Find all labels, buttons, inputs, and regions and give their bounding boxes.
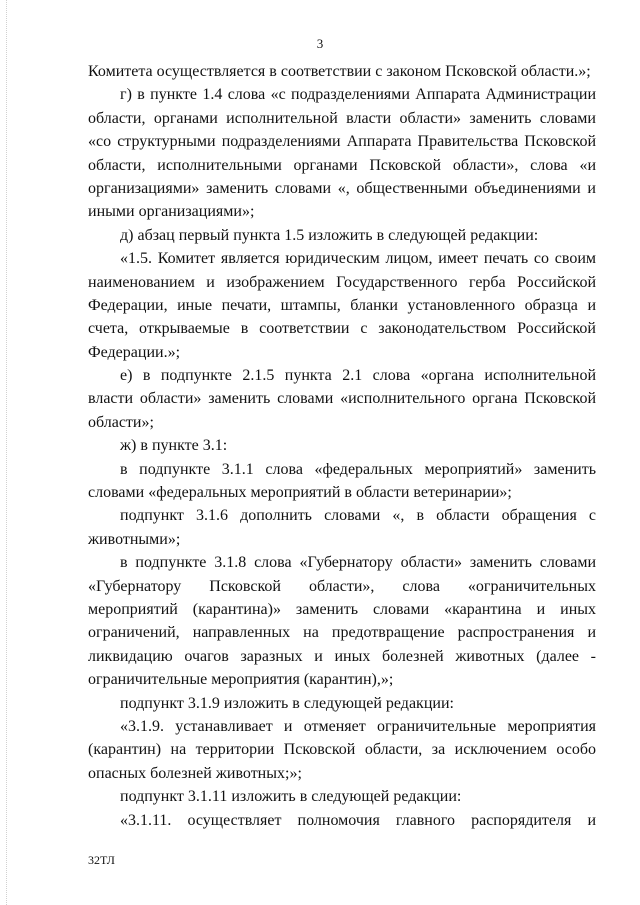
text-line: мероприятий (карантина)» заменить словами «карантина и иных (88, 600, 596, 618)
text-line: «со структурными подразделениями Аппарата Правительства Псковской (88, 133, 596, 151)
paragraph (88, 715, 596, 785)
paragraph (88, 224, 596, 247)
paragraph (88, 364, 596, 434)
paragraph (88, 785, 596, 808)
text-line: д) абзац первый пункта 1.5 изложить в следующей редакции: (120, 226, 539, 244)
text-line: ограничений, направленных на предотвращение распространения и (88, 624, 596, 642)
text-line: Федерации, иные печати, штампы, бланки установленного образца и (88, 296, 596, 314)
paragraph (88, 458, 596, 505)
document-body (88, 60, 596, 832)
text-line: области»; (88, 413, 154, 431)
text-line: «1.5. Комитет является юридическим лицом, имеет печать со своим (120, 250, 596, 268)
page-number: 3 (316, 36, 324, 51)
text-line: «3.1.9. устанавливает и отменяет ограничительные мероприятия (120, 717, 596, 735)
paragraph (88, 504, 596, 551)
text-line: ж) в пункте 3.1: (120, 437, 228, 455)
text-line: Федерации.»; (88, 343, 181, 361)
footer-code: 32ТЛ (88, 853, 115, 867)
text-line: наименованием и изображением Государственного герба Российской (88, 273, 596, 291)
text-line: «Губернатору Псковской области», слова «ограничительных (88, 577, 596, 595)
text-line: в подпункте 3.1.1 слова «федеральных мероприятий» заменить (120, 460, 596, 478)
paragraph (88, 83, 596, 223)
paragraph (88, 247, 596, 364)
text-line: г) в пункте 1.4 слова «с подразделениями Аппарата Администрации (120, 86, 596, 104)
paragraph (88, 434, 596, 457)
text-line: животными»; (88, 530, 181, 548)
text-line: подпункт 3.1.11 изложить в следующей редакции: (120, 788, 462, 806)
text-line: ограничительные мероприятия (карантин),»; (88, 671, 394, 689)
paragraph (88, 60, 596, 83)
text-line: е) в подпункте 2.1.5 пункта 2.1 слова «органа исполнительной (120, 367, 596, 385)
paragraph (88, 551, 596, 691)
text-line: подпункт 3.1.6 дополнить словами «, в области обращения с (120, 507, 596, 525)
text-line: счета, открываемые в соответствии с законодательством Российской (88, 320, 596, 338)
text-line: Комитета осуществляется в соответствии с законом Псковской области.»; (88, 63, 591, 80)
text-line: области, органами исполнительной власти области» заменить словами (88, 109, 596, 127)
text-line: подпункт 3.1.9 изложить в следующей редакции: (120, 694, 454, 712)
text-line: словами «федеральных мероприятий в области ветеринарии»; (88, 484, 512, 502)
text-line: ликвидацию очагов заразных и иных болезней животных (далее - (88, 647, 596, 665)
paragraph (88, 809, 596, 832)
text-line: организациями» заменить словами «, общественными объединениями и (88, 179, 596, 197)
text-line: иными организациями»; (88, 203, 255, 221)
text-line: (карантин) на территории Псковской области, за исключением особо (88, 741, 596, 759)
text-line: области, исполнительными органами Псковской области», слова «и (88, 156, 596, 174)
text-line: власти области» заменить словами «исполнительного органа Псковской (88, 390, 596, 408)
text-line: опасных болезней животных;»; (88, 764, 302, 782)
text-line: «3.1.11. осуществляет полномочия главного распорядителя и (120, 811, 596, 829)
scan-edge-marks (6, 0, 11, 905)
text-line: в подпункте 3.1.8 слова «Губернатору области» заменить словами (120, 554, 596, 572)
paragraph (88, 692, 596, 715)
